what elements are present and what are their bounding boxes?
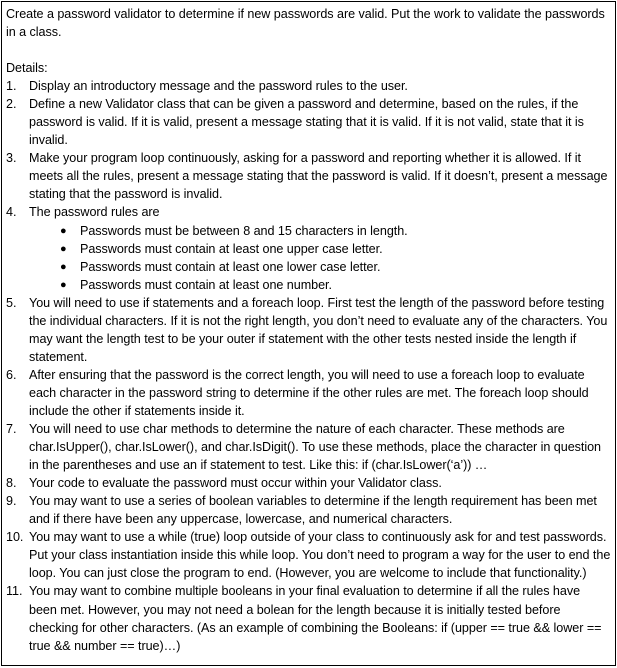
bullet-icon: ● <box>60 260 67 273</box>
item-text: Make your program loop continuously, asking for a password and reporting whether it is allowed. If it meets all the rules, present a message stating that the password is valid. If it doesn’t, present a message stating that the password is invalid. <box>29 151 608 202</box>
list-item <box>6 420 611 474</box>
list-item <box>6 474 611 492</box>
rule-item <box>29 258 611 276</box>
item-text: You may want to use a while (true) loop outside of your class to continuously ask for and test passwords. Put your class instantiation inside this while loop. You don’t need to program a way for the user to end the loop. You can just close the program to end. (However, you are welcome to include that functionality.) <box>29 530 611 581</box>
intro-paragraph: Create a password validator to determine if new passwords are valid. Put the work to validate the passwords in a class. <box>6 7 605 40</box>
rule-item <box>29 276 611 294</box>
item-number: 5. <box>6 295 17 310</box>
item-number: 10. <box>6 530 24 545</box>
list-item <box>6 582 611 654</box>
item-text: Your code to evaluate the password must occur within your Validator class. <box>29 476 442 491</box>
item-number: 1. <box>6 79 17 94</box>
list-item <box>6 95 611 149</box>
item-number: 11. <box>6 584 23 599</box>
item-number: 4. <box>6 205 17 220</box>
password-rules-list <box>29 222 611 294</box>
item-text: The password rules are <box>29 205 160 220</box>
rule-text: Passwords must be between 8 and 15 characters in length. <box>80 223 408 238</box>
bullet-icon: ● <box>60 278 67 291</box>
item-number: 2. <box>6 97 17 112</box>
item-text: You may want to use a series of boolean variables to determine if the length requirement has been met and if there have been any uppercase, lowercase, and numerical characters. <box>29 494 597 527</box>
list-item <box>6 77 611 95</box>
bullet-icon: ● <box>60 242 67 255</box>
list-item <box>6 492 611 528</box>
item-text: You will need to use char methods to determine the nature of each character. These methods are char.IsUpper(), char.IsLower(), and char.IsDigit(). To use these methods, place the character in question in the parentheses and use an if statement to test. Like this: if (char.IsLower(‘a’)) … <box>29 422 602 473</box>
item-number: 3. <box>6 151 17 166</box>
blank-line <box>6 41 611 59</box>
item-text: After ensuring that the password is the correct length, you will need to use a foreach loop to evaluate each character in the password string to determine if the other rules are met. The foreach loop should include the other if statements inside it. <box>29 367 589 418</box>
document-page <box>1 1 616 666</box>
list-item <box>6 366 611 420</box>
item-text: Display an introductory message and the password rules to the user. <box>29 79 408 94</box>
bullet-icon: ● <box>60 224 67 237</box>
list-item <box>6 294 611 366</box>
rule-text: Passwords must contain at least one upper case letter. <box>80 241 383 256</box>
rule-item <box>29 240 611 258</box>
list-item <box>6 528 611 582</box>
details-heading: Details: <box>6 61 48 76</box>
rule-text: Passwords must contain at least one number. <box>80 277 332 292</box>
list-item <box>6 203 611 293</box>
list-item <box>6 149 611 203</box>
item-text: You will need to use if statements and a foreach loop. First test the length of the password before testing the individual characters. If it is not the right length, you don’t need to evaluate any of the characters. You may want the length test to be your outer if statement with the other tests nested inside the length if statement. <box>29 295 608 364</box>
rule-text: Passwords must contain at least one lower case letter. <box>80 259 381 274</box>
steps-list <box>6 77 611 655</box>
rule-item <box>29 222 611 240</box>
item-number: 8. <box>6 476 17 491</box>
item-number: 7. <box>6 422 17 437</box>
item-number: 9. <box>6 494 17 509</box>
item-text: Define a new Validator class that can be given a password and determine, based on the rules, if the password is valid. If it is valid, present a message stating that it is valid. If it is not valid, state that it is invalid. <box>29 97 584 148</box>
item-text: You may want to combine multiple booleans in your final evaluation to determine if all the rules have been met. However, you may not need a bolean for the length because it is initially tested before checking for other characters. (As an example of combining the Booleans: if (upper == true && lower == true && number == true)…) <box>29 584 602 653</box>
item-number: 6. <box>6 367 17 382</box>
